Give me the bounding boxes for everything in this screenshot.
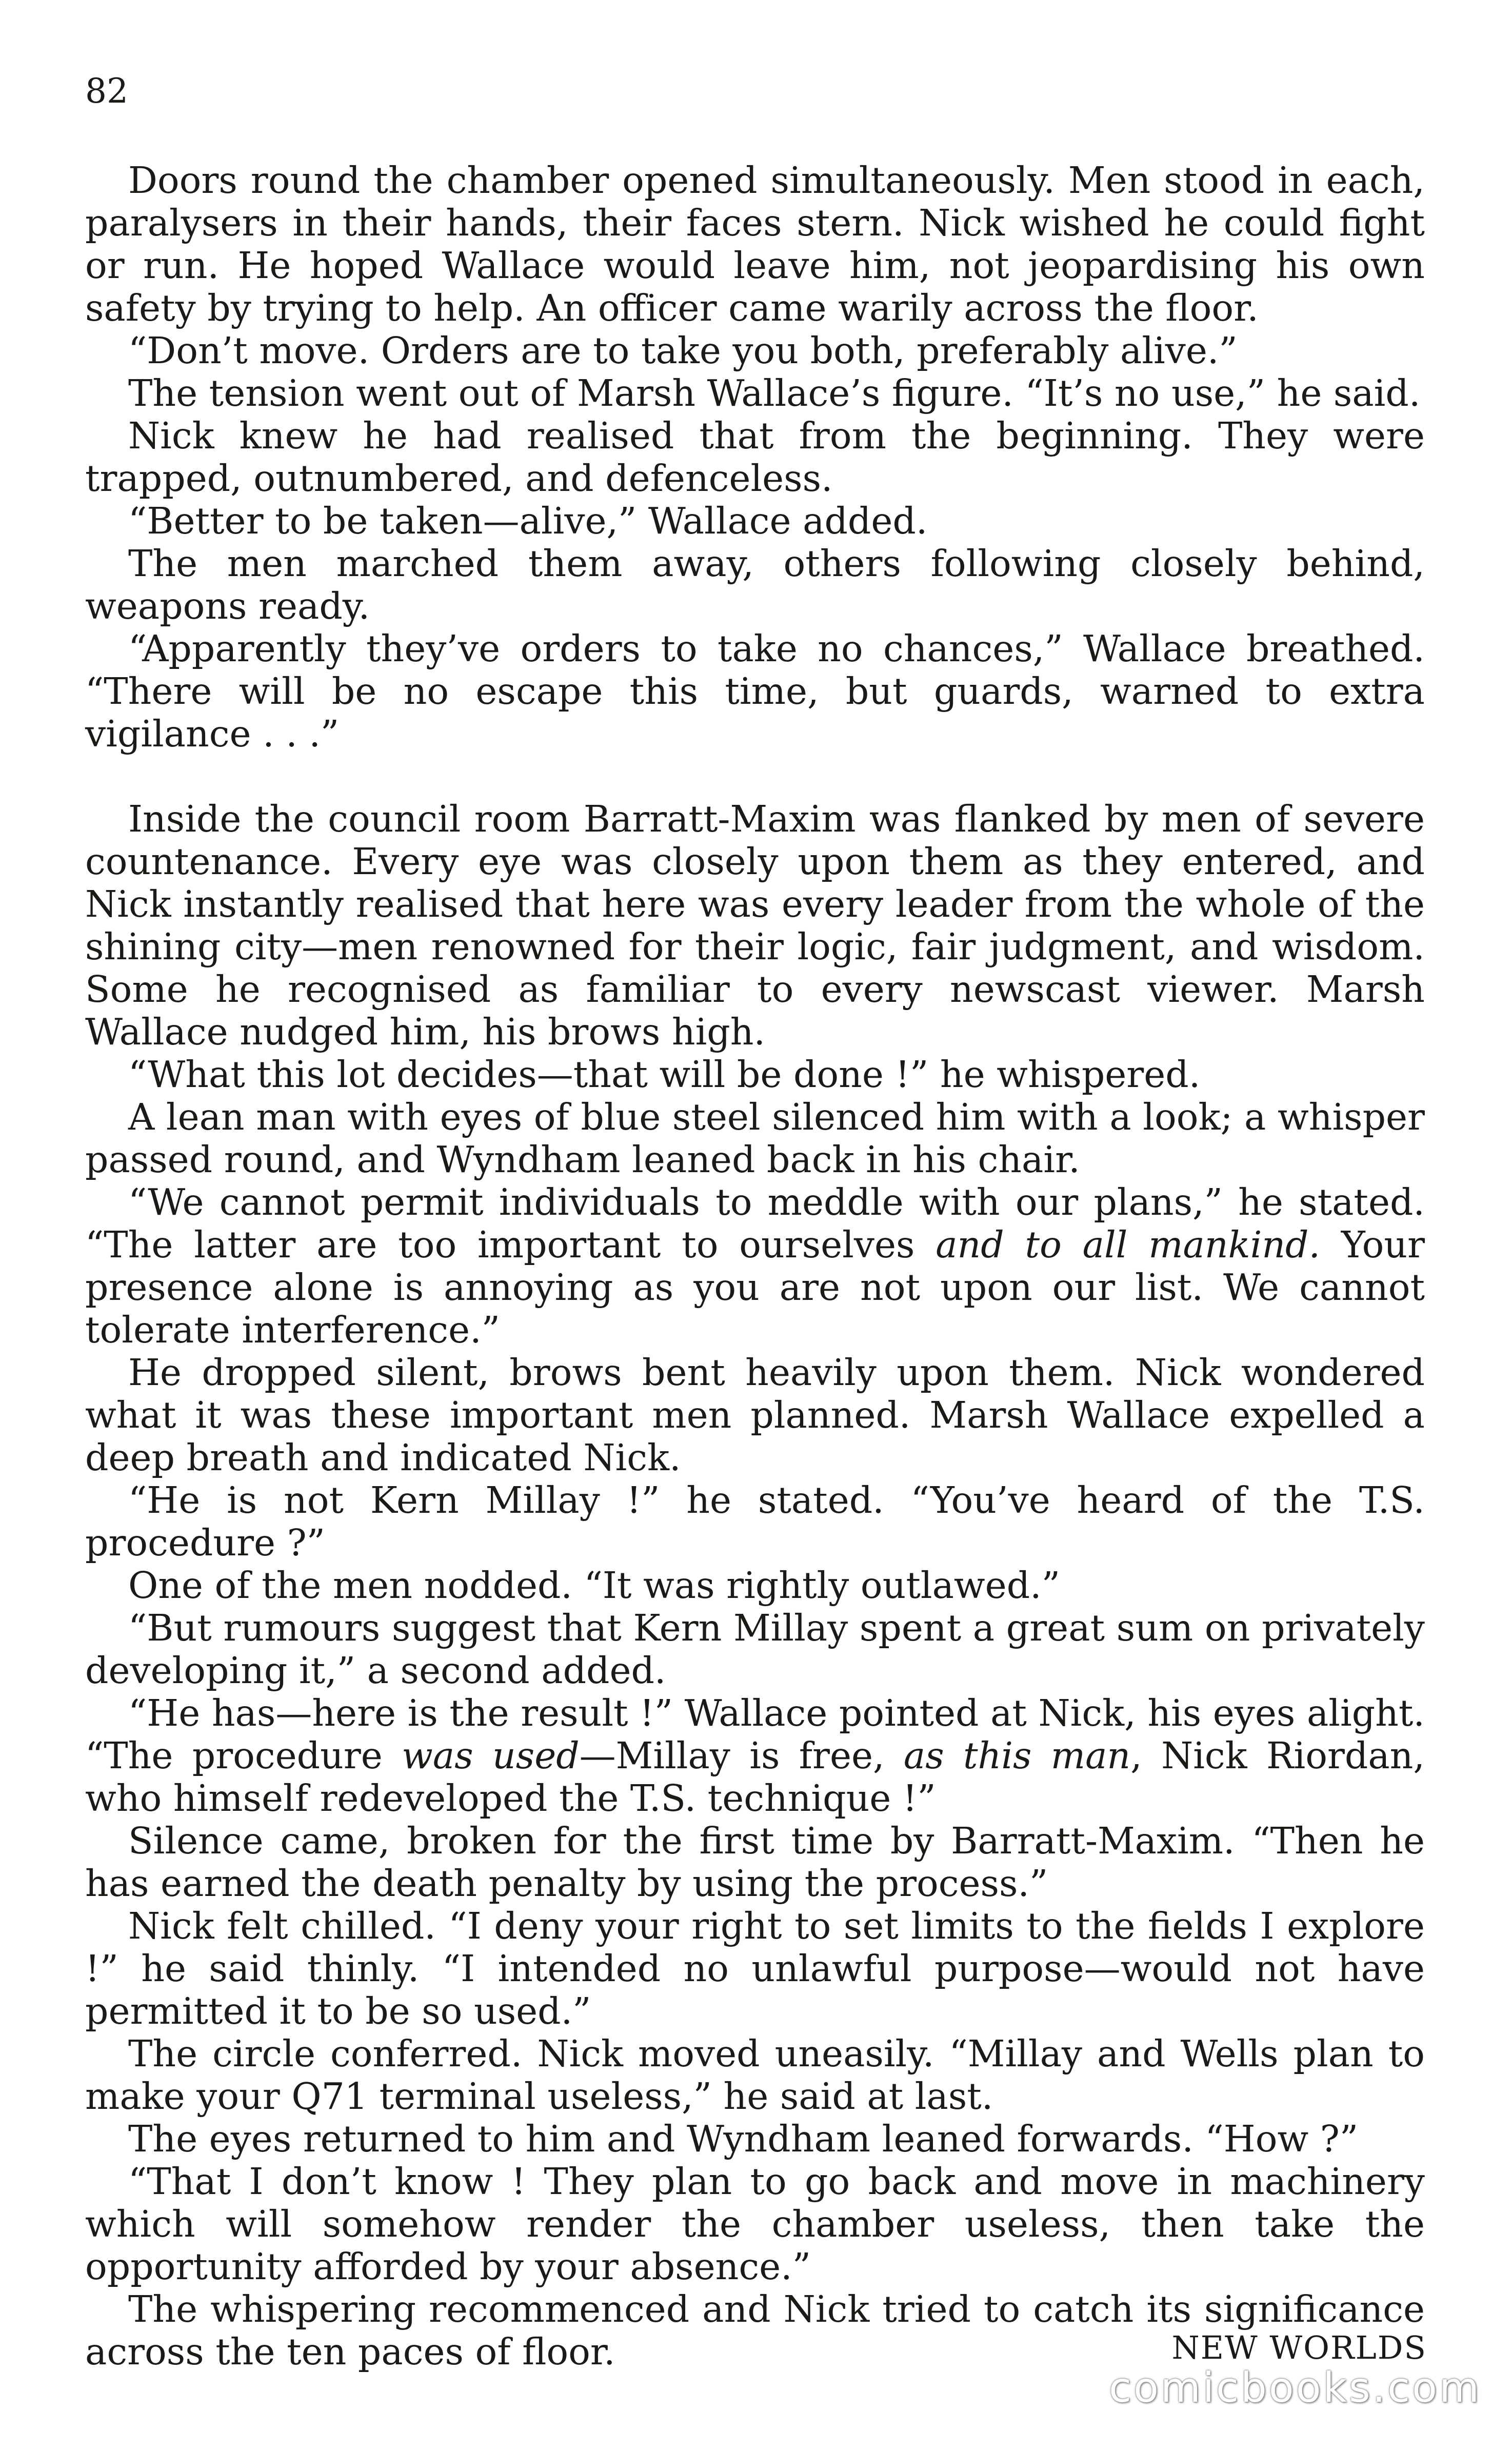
page-number: 82	[85, 71, 128, 111]
paragraph: Nick knew he had realised that from the beginning. They were trapped, outnumbered, and defenceless.	[85, 414, 1425, 500]
paragraph: Silence came, broken for the first time by Barratt-Maxim. “Then he has earned the death penalty by using the process.”	[85, 1820, 1425, 1905]
paragraph: “Don’t move. Orders are to take you both, preferably alive.”	[128, 329, 1238, 372]
text-run: Your presence alone is annoying as you are not upon our list. We cannot tolerate interference.”	[85, 1223, 1425, 1351]
magazine-footer: NEW WORLDS	[1171, 2329, 1427, 2366]
paragraph: One of the men nodded. “It was rightly outlawed.”	[128, 1564, 1061, 1607]
paragraph: “He is not Kern Millay !” he stated. “You’ve heard of the T.S. procedure ?”	[85, 1479, 1425, 1564]
text-run: “He has—here is the result !” Wallace pointed at Nick, his eyes alight. “The procedure	[85, 1692, 1425, 1777]
paragraph: “That I don’t know ! They plan to go back and move in machinery which will somehow render the chamber useless, then take the opportunity afforded by your absence.”	[85, 2160, 1425, 2288]
text-run: “We cannot permit individuals to meddle with our plans,” he stated. “The latter are too important to ourselves	[85, 1181, 1425, 1266]
paragraph: The whispering recommenced and Nick tried to catch its significance across the ten paces of floor.	[85, 2288, 1425, 2373]
paragraph: He dropped silent, brows bent heavily upon them. Nick wondered what it was these important men planned. Marsh Wallace expelled a deep breath and indicated Nick.	[85, 1351, 1425, 1479]
paragraph: Nick felt chilled. “I deny your right to set limits to the fields I explore !” he said thinly. “I intended no unlawful purpose—would not have permitted it to be so used.”	[85, 1905, 1425, 2032]
text-run: , Nick Riordan, who himself redeveloped the T.S. technique !”	[85, 1734, 1425, 1820]
paragraph: “But rumours suggest that Kern Millay spent a great sum on privately developing it,” a second added.	[85, 1607, 1425, 1692]
paragraph: “Apparently they’ve orders to take no chances,” Wallace breathed. “There will be no escape this time, but guards, warned to extra vigilance . . .”	[85, 627, 1425, 755]
paragraph	[85, 1181, 1425, 1351]
watermark: comicbooks.com	[1108, 2364, 1481, 2412]
paragraph: The circle conferred. Nick moved uneasily. “Millay and Wells plan to make your Q71 terminal useless,” he said at last.	[85, 2032, 1425, 2118]
italic-text: as this man	[903, 1734, 1131, 1777]
paragraph: A lean man with eyes of blue steel silenced him with a look; a whisper passed round, and Wyndham leaned back in his chair.	[85, 1096, 1425, 1181]
paragraph	[85, 1692, 1425, 1820]
paragraph: The eyes returned to him and Wyndham leaned forwards. “How ?”	[128, 2118, 1359, 2160]
italic-text: and to all mankind.	[936, 1223, 1321, 1266]
italic-text: was used	[402, 1734, 580, 1777]
paragraph: The men marched them away, others following closely behind, weapons ready.	[85, 542, 1425, 627]
story-text	[85, 159, 1425, 2373]
paragraph: “Better to be taken—alive,” Wallace added.	[128, 500, 928, 542]
paragraph: The tension went out of Marsh Wallace’s figure. “It’s no use,” he said.	[128, 372, 1421, 414]
paragraph: “What this lot decides—that will be done !” he whispered.	[128, 1053, 1201, 1096]
text-run: —Millay is free,	[579, 1734, 904, 1777]
paragraph: Inside the council room Barratt-Maxim was flanked by men of severe countenance. Every eye was closely upon them as they entered, and Nick instantly realised that here was every leader from the whole of the shining city—men renowned for their logic, fair judgment, and wisdom. Some he recognised as familiar to every newscast viewer. Marsh Wallace nudged him, his brows high.	[85, 798, 1425, 1053]
paragraph: Doors round the chamber opened simultaneously. Men stood in each, paralysers in their hands, their faces stern. Nick wished he could fight or run. He hoped Wallace would leave him, not jeopardising his own safety by trying to help. An officer came warily across the floor.	[85, 159, 1425, 329]
